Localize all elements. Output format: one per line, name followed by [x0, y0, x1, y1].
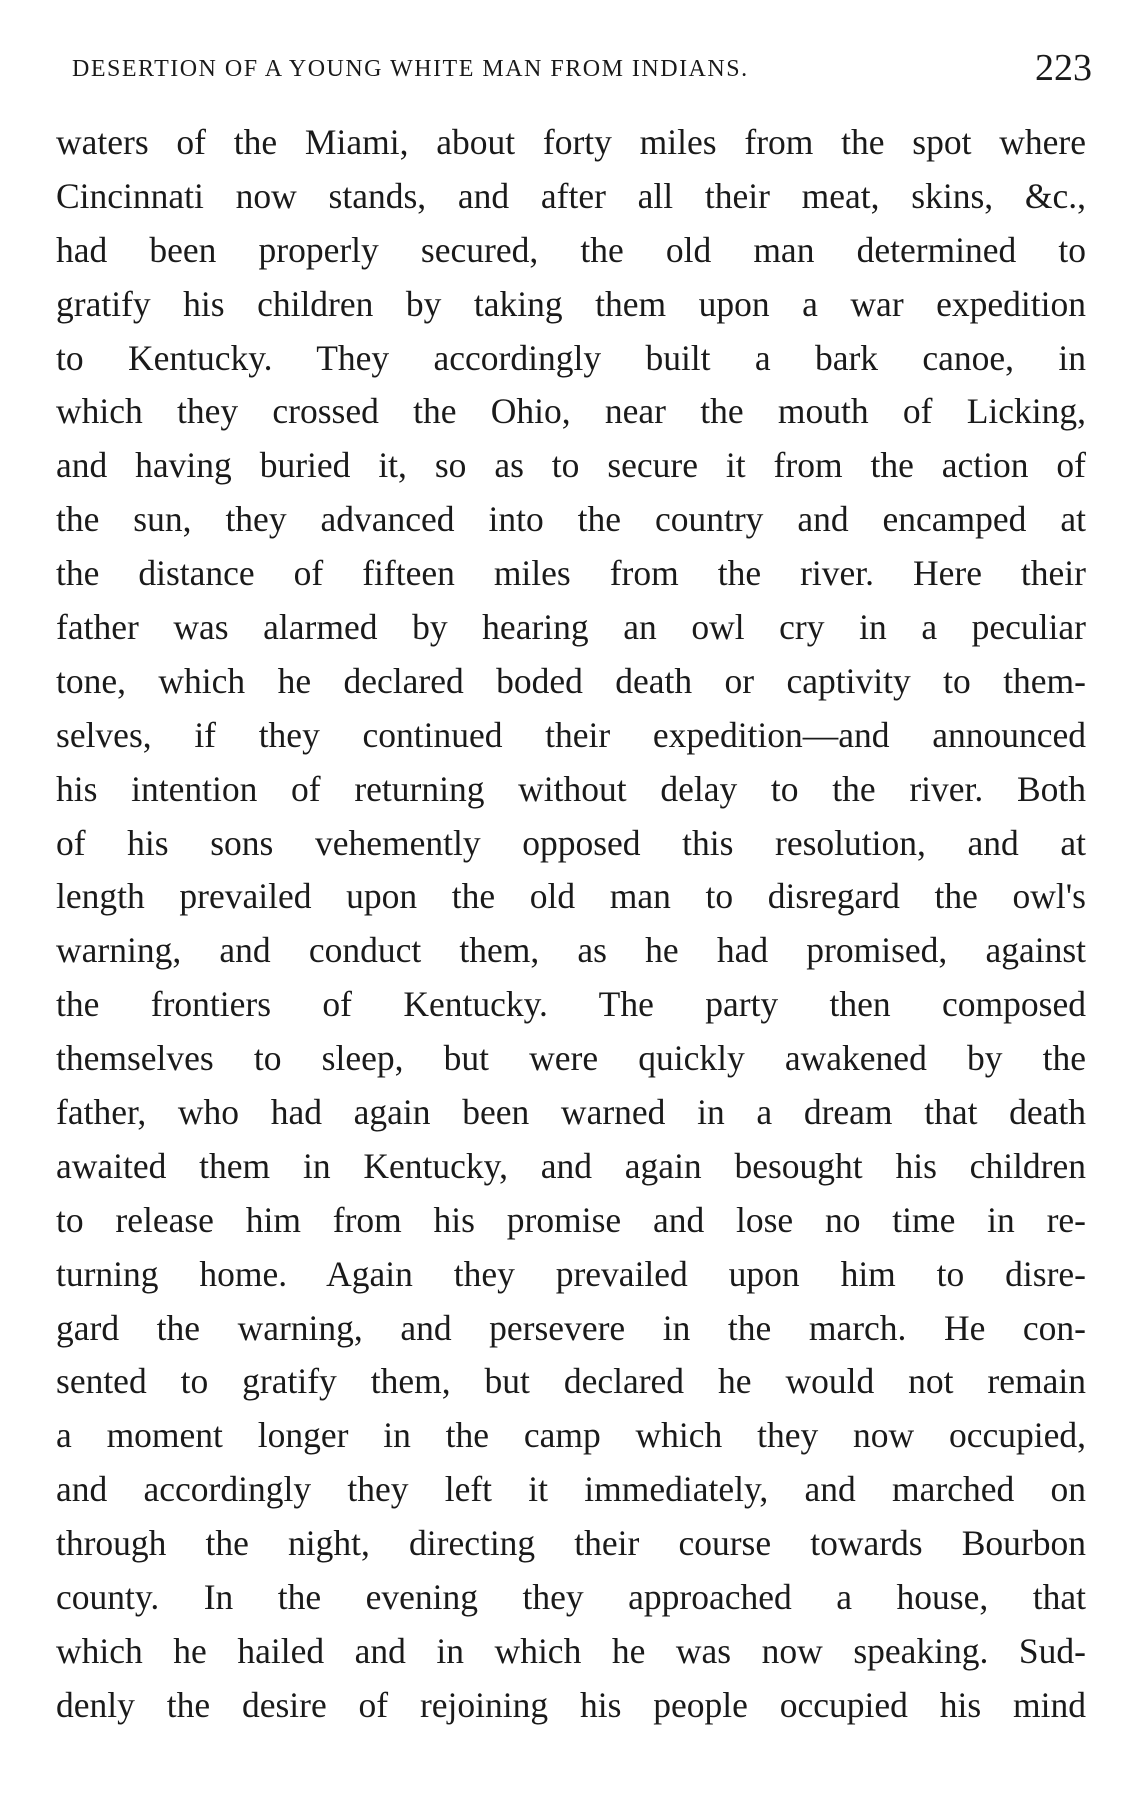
text-line: and accordingly they left it immediately, and marched on — [56, 1469, 1086, 1510]
text-line: the sun, they advanced into the country and encamped at — [56, 499, 1086, 540]
page-number: 223 — [1035, 47, 1092, 89]
running-title: DESERTION OF A YOUNG WHITE MAN FROM INDIANS. — [72, 56, 749, 82]
text-line: to Kentucky. They accordingly built a bark canoe, in — [56, 337, 1086, 378]
text-line: his intention of returning without delay to the river. Both — [56, 768, 1086, 809]
text-line: warning, and conduct them, as he had promised, against — [56, 930, 1086, 971]
text-line: county. In the evening they approached a house, that — [56, 1577, 1086, 1618]
text-line: Cincinnati now stands, and after all their meat, skins, &c., — [56, 175, 1086, 216]
text-line: father, who had again been warned in a dream that death — [56, 1092, 1086, 1133]
text-line: the distance of fifteen miles from the river. Here their — [56, 553, 1086, 594]
text-line: tone, which he declared boded death or captivity to them- — [56, 660, 1086, 701]
text-line: to release him from his promise and lose no time in re- — [56, 1199, 1086, 1240]
text-line: awaited them in Kentucky, and again besought his children — [56, 1145, 1086, 1186]
text-line: the frontiers of Kentucky. The party then composed — [56, 984, 1086, 1025]
text-line: selves, if they continued their expedition—and announced — [56, 714, 1086, 755]
text-line: through the night, directing their course towards Bourbon — [56, 1523, 1086, 1564]
text-line: a moment longer in the camp which they now occupied, — [56, 1415, 1086, 1456]
text-line: length prevailed upon the old man to disregard the owl's — [56, 876, 1086, 917]
text-line: sented to gratify them, but declared he would not remain — [56, 1361, 1086, 1402]
text-line: father was alarmed by hearing an owl cry in a peculiar — [56, 607, 1086, 648]
running-head — [72, 42, 1092, 92]
text-line: gratify his children by taking them upon a war expedition — [56, 283, 1086, 324]
text-line: which he hailed and in which he was now speaking. Sud- — [56, 1630, 1086, 1671]
text-line: turning home. Again they prevailed upon him to disre- — [56, 1253, 1086, 1294]
text-line: of his sons vehemently opposed this resolution, and at — [56, 822, 1086, 863]
text-line: had been properly secured, the old man determined to — [56, 229, 1086, 270]
text-line: and having buried it, so as to secure it from the action of — [56, 445, 1086, 486]
text-line: which they crossed the Ohio, near the mouth of Licking, — [56, 391, 1086, 432]
text-line: gard the warning, and persevere in the march. He con- — [56, 1307, 1086, 1348]
text-line: themselves to sleep, but were quickly awakened by the — [56, 1038, 1086, 1079]
text-line: denly the desire of rejoining his people occupied his mind — [56, 1684, 1086, 1725]
text-line: waters of the Miami, about forty miles from the spot where — [56, 122, 1086, 162]
body-text — [56, 116, 1086, 1733]
